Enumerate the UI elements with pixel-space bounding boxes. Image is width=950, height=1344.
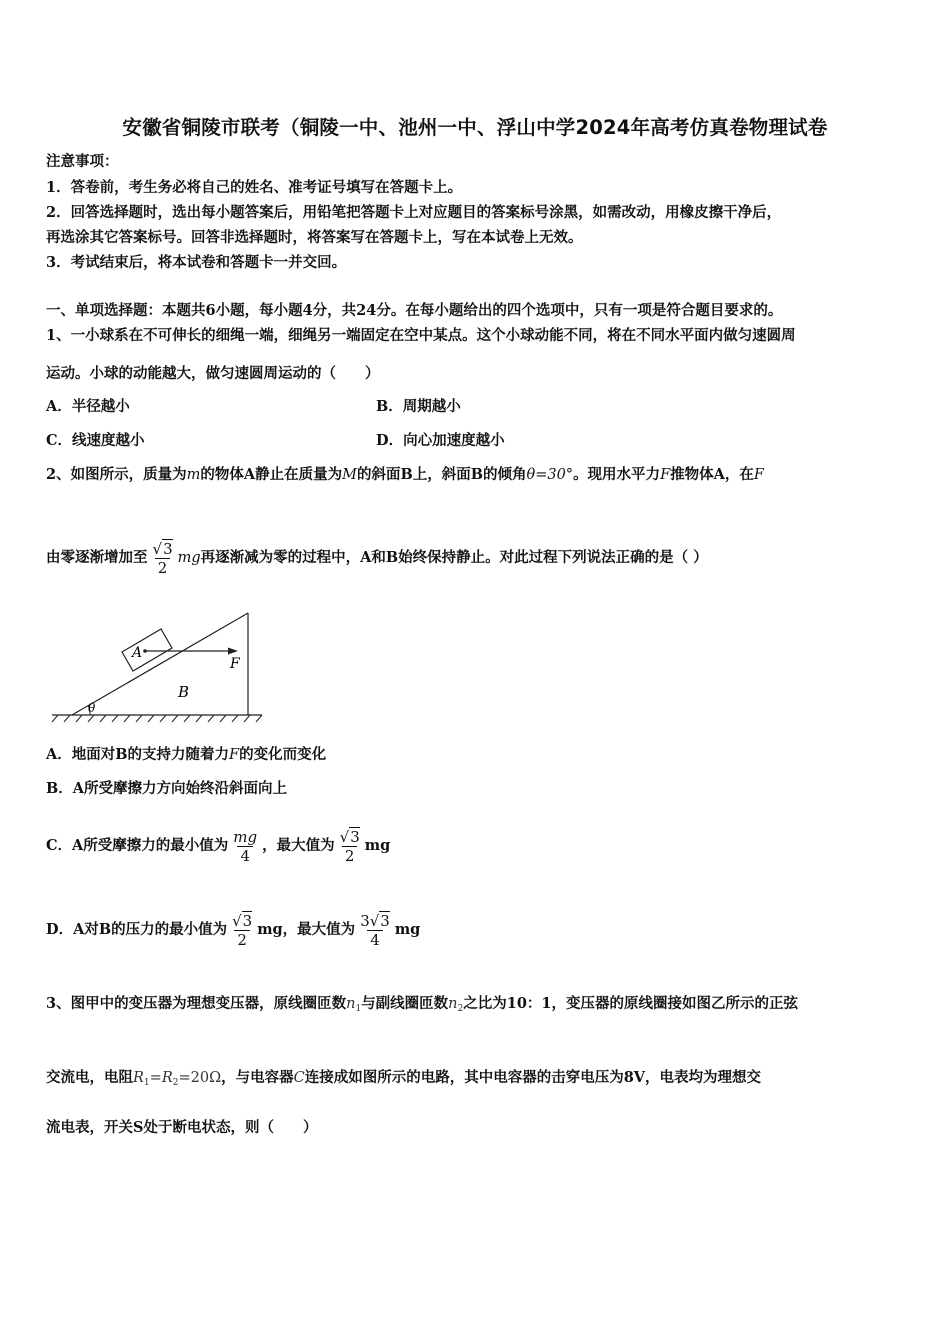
q3-stem-line2: 交流电，电阻$R_1=R_2=20\Omega$，与电容器C连接成如图所示的电路，其中电容器的击穿电压为8V，电表均为理想交 xyxy=(46,1069,762,1088)
q2-force-F: F xyxy=(229,747,240,763)
fraction-sqrt3-over-2: $\frac{√3}{2}$ xyxy=(232,911,253,949)
q2-force-F: F xyxy=(753,467,764,483)
incline-surface xyxy=(72,613,248,715)
notice-item-1: 1．答卷前，考生务必将自己的姓名、准考证号填写在答题卡上。 xyxy=(46,179,463,196)
label-B: B xyxy=(178,683,190,701)
denominator: 2 xyxy=(155,558,171,577)
notice-item-2-cont: 再选涂其它答案标号。回答非选择题时，将答案写在答题卡上，写在本试卷上无效。 xyxy=(46,229,583,246)
q2-option-b[interactable]: B．A所受摩擦力方向始终沿斜面向上 xyxy=(46,780,288,797)
q2-option-c[interactable]: C．A所受摩擦力的最小值为 $\frac{mg}{4}$ ，最大值为 $\frac{√3}{2}$ mg xyxy=(46,827,391,865)
force-arrow-head xyxy=(228,648,238,655)
notice-item-2: 2．回答选择题时，选出每小题答案后，用铅笔把答题卡上对应题目的答案标号涂黑，如需改动，用橡皮擦干净后， xyxy=(46,204,782,221)
section-heading: 一、单项选择题：本题共6小题，每小题4分，共24分。在每小题给出的四个选项中，只有一项是符合题目要求的。 xyxy=(46,302,783,319)
notice-heading: 注意事项： xyxy=(46,153,119,170)
q2-text: 的物体A静止在质量为 xyxy=(200,466,343,483)
q2-text: 。现用水平力 xyxy=(573,466,661,483)
force-origin-dot xyxy=(143,649,147,653)
fraction-sqrt3-over-2: $\frac{√3}{2}$ xyxy=(152,539,173,577)
label-F: F xyxy=(230,656,240,672)
q3-stem-line1: 3、图甲中的变压器为理想变压器，原线圈匝数$n_1$与副线圈匝数$n_2$之比为10：1，变压器的原线圈接如图乙所示的正弦 xyxy=(46,995,799,1014)
q2-stem-line2 xyxy=(46,528,708,588)
q2-mg: mg xyxy=(177,550,201,566)
fraction-sqrt3-over-2: $\frac{√3}{2}$ xyxy=(339,827,360,865)
q2-text: 的斜面B上，斜面B的倾角 xyxy=(356,466,527,483)
block-A xyxy=(122,629,172,671)
q2-option-d[interactable]: D．A对B的压力的最小值为 $\frac{√3}{2}$ mg，最大值为 $\frac{3√3}{4}$ mg xyxy=(46,911,421,949)
resistor-equation: $R_1=R_2=20\Omega$ xyxy=(133,1070,222,1088)
fraction-3sqrt3-over-4: $\frac{3√3}{4}$ xyxy=(360,911,390,949)
q2-mass-m: m xyxy=(186,467,201,483)
ground-hatch xyxy=(52,715,262,722)
q2-text: 由零逐渐增加至 xyxy=(46,549,148,566)
symbol-n2: $n_2$ xyxy=(448,996,464,1014)
fraction-mg-over-4: $\frac{mg}{4}$ xyxy=(233,827,258,865)
symbol-n1: $n_1$ xyxy=(346,996,362,1014)
q2-text: 推物体A，在 xyxy=(670,466,754,483)
q1-option-d[interactable]: D．向心加速度越小 xyxy=(376,432,505,449)
q2-stem-line1 xyxy=(46,465,764,485)
q2-text: 2、如图所示，质量为 xyxy=(46,466,187,483)
page-title: 安徽省铜陵市联考（铜陵一中、池州一中、浮山中学2024年高考仿真卷物理试卷 xyxy=(122,116,828,139)
q1-option-a[interactable]: A．半径越小 xyxy=(46,398,130,415)
q2-option-a[interactable]: A．地面对B的支持力随着力F的变化而变化 xyxy=(46,746,327,763)
q3-stem-line3: 流电表，开关S处于断电状态，则（ ） xyxy=(46,1119,318,1136)
label-theta: θ xyxy=(88,701,96,715)
q2-text: 再逐渐减为零的过程中，A和B始终保持静止。对此过程下列说法正确的是（ ） xyxy=(200,549,708,566)
q1-option-c[interactable]: C．线速度越小 xyxy=(46,432,145,449)
symbol-C: C xyxy=(293,1070,305,1086)
label-A: A xyxy=(132,645,143,661)
q1-stem-line2: 运动。小球的动能越大，做匀速圆周运动的（ ） xyxy=(46,365,380,382)
q2-mass-M: M xyxy=(342,467,357,483)
q2-force-F: F xyxy=(660,467,671,483)
q2-angle: θ=30° xyxy=(526,467,574,483)
q1-option-b[interactable]: B．周期越小 xyxy=(376,398,461,415)
notice-item-3: 3．考试结束后，将本试卷和答题卡一并交回。 xyxy=(46,254,347,271)
incline-diagram xyxy=(48,605,268,725)
radicand: 3 xyxy=(163,539,173,558)
q1-stem-line1: 1、一小球系在不可伸长的细绳一端，细绳另一端固定在空中某点。这个小球动能不同，将在不同水平面内做匀速圆周 xyxy=(46,327,796,344)
